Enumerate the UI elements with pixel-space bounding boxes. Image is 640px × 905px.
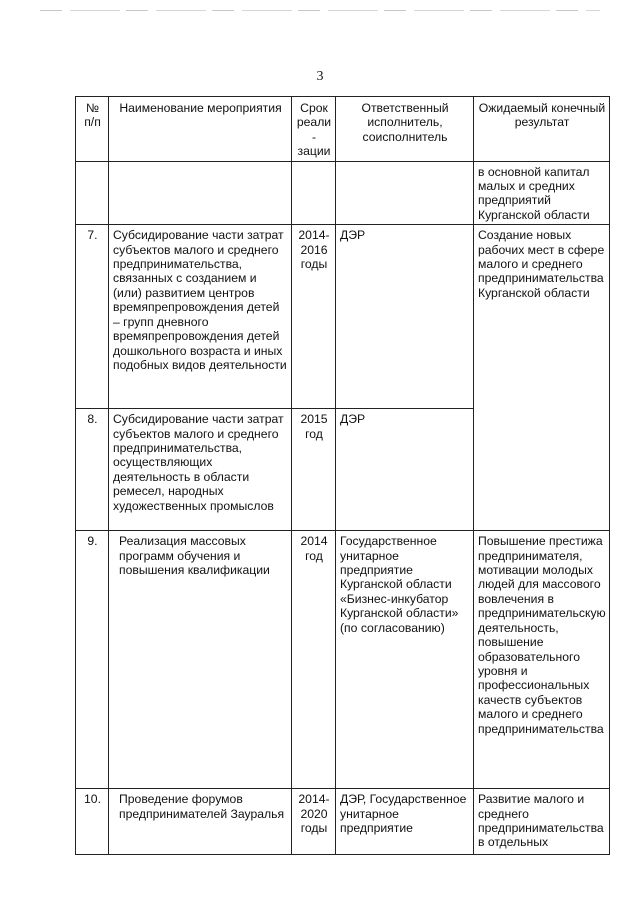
cell-name: Реализация массовых программ обучения и повышения квалификации bbox=[109, 531, 292, 789]
cell-term: 2015 год bbox=[292, 409, 336, 531]
cell-name: Субсидирование части затрат субъектов малого и среднего предпринимательства, осуществляющих деятельность в области ремесел, народных художественных промыслов bbox=[109, 409, 292, 531]
cell-result: Развитие малого и среднего предпринимательства в отдельных bbox=[474, 789, 610, 855]
cell-empty bbox=[109, 161, 292, 225]
cell-result: Повышение престижа предпринимателя, мотивации молодых людей для массового вовлечения в предпринимательскую деятельность, повышение образовательного уровня и профессиональных качеств субъектов малого и среднего предпринимательства bbox=[474, 531, 610, 789]
page-number: 3 bbox=[316, 69, 324, 84]
cell-num: 7. bbox=[76, 225, 109, 409]
cell-result: в основной капитал малых и средних предприятий Курганской области bbox=[474, 161, 610, 225]
measures-table bbox=[75, 96, 610, 855]
scan-artifact-line bbox=[40, 10, 600, 11]
header-responsible: Ответственный исполнитель, соисполнитель bbox=[336, 97, 474, 162]
cell-responsible: ДЭР bbox=[336, 409, 474, 531]
cell-responsible: ДЭР, Государственное унитарное предприятие bbox=[336, 789, 474, 855]
cell-name: Субсидирование части затрат субъектов малого и среднего предпринимательства, связанных с созданием и (или) развитием центров времяпрепровождения детей – групп дневного времяпрепровождения детей дошкольного возраста и иных подобных видов деятельности bbox=[109, 225, 292, 409]
cell-empty bbox=[76, 161, 109, 225]
cell-responsible: ДЭР bbox=[336, 225, 474, 409]
cell-term: 2014- 2020 годы bbox=[292, 789, 336, 855]
table-row bbox=[76, 531, 610, 789]
cell-num: 8. bbox=[76, 409, 109, 531]
header-name: Наименование мероприятия bbox=[109, 97, 292, 162]
table-row bbox=[76, 225, 610, 409]
cell-empty bbox=[336, 161, 474, 225]
cell-empty bbox=[292, 161, 336, 225]
cell-responsible: Государственное унитарное предприятие Курганской области «Бизнес-инкубатор Курганской области» (по согласованию) bbox=[336, 531, 474, 789]
table-header-row bbox=[76, 97, 610, 162]
cell-result: Создание новых рабочих мест в сфере малого и среднего предпринимательства Курганской области bbox=[474, 225, 610, 531]
header-term: Срок реали- зации bbox=[292, 97, 336, 162]
cell-term: 2014- 2016 годы bbox=[292, 225, 336, 409]
header-num: № п/п bbox=[76, 97, 109, 162]
cell-num: 10. bbox=[76, 789, 109, 855]
table-row-continuation bbox=[76, 161, 610, 225]
header-result: Ожидаемый конечный результат bbox=[474, 97, 610, 162]
cell-term: 2014 год bbox=[292, 531, 336, 789]
cell-name: Проведение форумов предпринимателей Зауралья bbox=[109, 789, 292, 855]
table-row bbox=[76, 789, 610, 855]
cell-num: 9. bbox=[76, 531, 109, 789]
